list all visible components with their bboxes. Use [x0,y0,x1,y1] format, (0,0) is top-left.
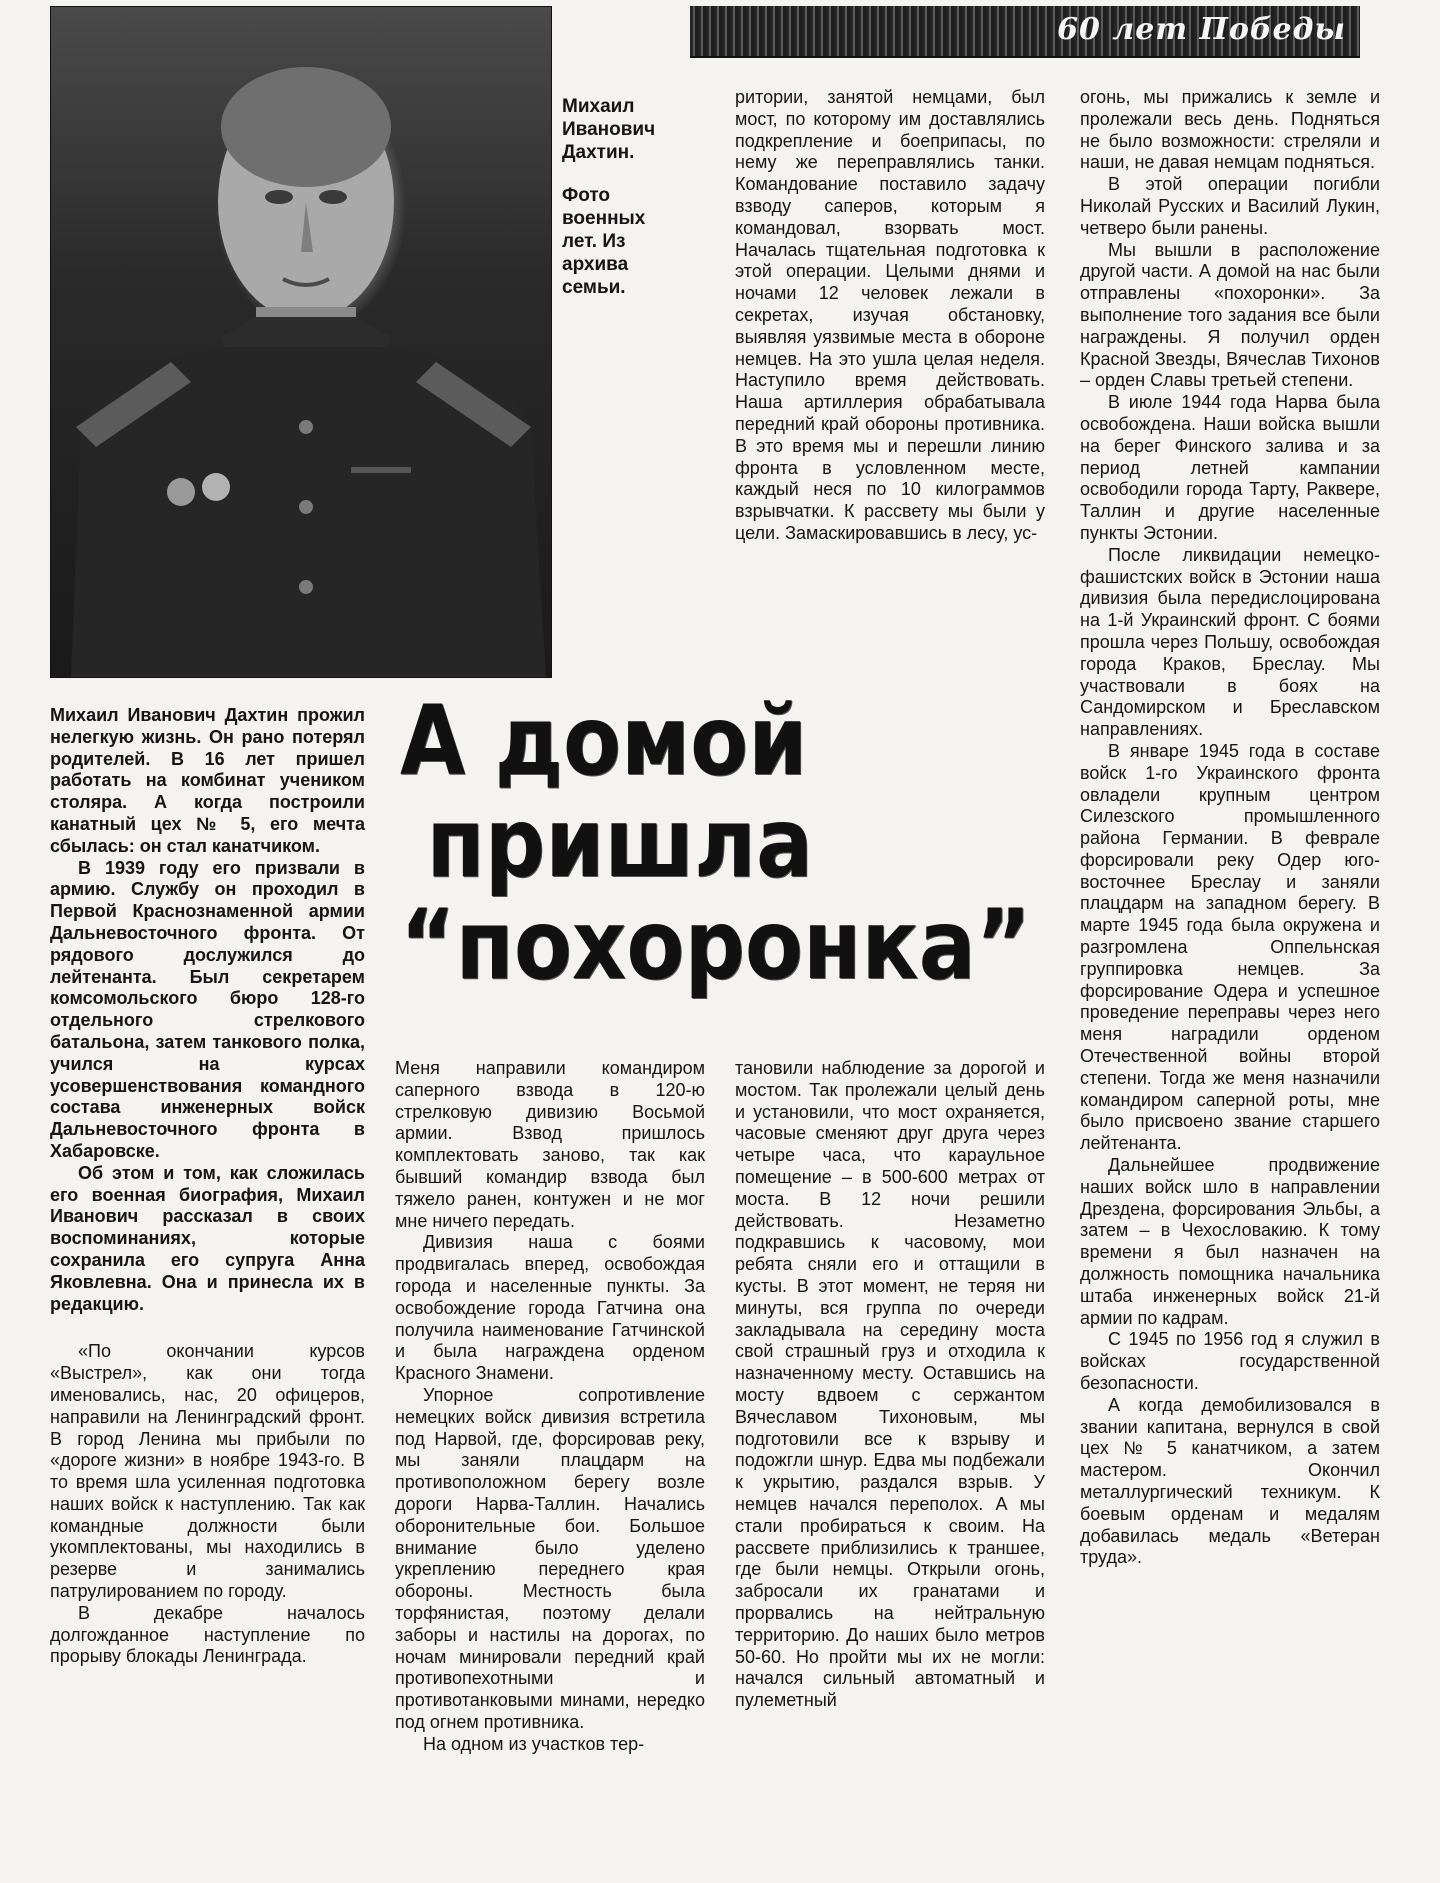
rubric-band [690,6,1360,58]
paragraph: На одном из участков тер- [423,1733,645,1754]
paragraph: Дальнейшее продвижение наших войск шло в направлении Дрездена, форсирования Эльбы, а затем – в Чехословакию. К тому времени я был назначен на должность помощника начальника штаба инженерных войск 21-й армии по кадрам. [1080,1155,1380,1328]
paragraph: «По окончании курсов «Выстрел», как они тогда именовались, нас, 20 офицеров, направили на Ленинградский фронт. В город Ленина мы прибыли по «дороге жизни» в ноябре 1943-го. В то время шла усиленная подготовка наших войск к наступлению. Так как командные должности были укомплектованы, мы находились в резерве и занимались патрулированием по городу. [50,1341,365,1602]
column-4 [1080,87,1380,1569]
column-3-top [735,87,1045,545]
intro-paragraph: Михаил Иванович Дахтин прожил нелегкую жизнь. Он рано потерял родителей. В 16 лет пришел работать на комбинат учеником столяра. А когда построили канатный цех № 5, его мечта сбылась: он стал канатчиком. [50,705,365,856]
intro-paragraph: Об этом и том, как сложилась его военная биография, Михаил Иванович рассказал в своих воспоминаниях, которые сохранила его супруга Анна Яковлевна. Она и принесла их в редакцию. [50,1162,365,1314]
column-1 [50,705,365,1668]
headline-line: пришла [426,787,814,899]
headline-line: “похоронка” [400,889,1032,1001]
intro-paragraph: В 1939 году его призвали в армию. Службу он проходил в Первой Краснознаменной армии Дальневосточного фронта. От рядового дослужился до лейтенанта. Был секретарем комсомольского бюро 128-го отдельного стрелкового батальона, затем танкового полка, учился на курсах усовершенствования командного состава инженерных войск Дальневосточного фронта в Хабаровске. [50,857,365,1161]
portrait-illustration [51,7,551,677]
column-2 [395,1058,705,1756]
paragraph: В июле 1944 года Нарва была освобождена. Наши войска вышли на берег Финского залива и за период летней кампании освободили города Тарту, Раквере, Таллин и другие населенные пункты Эстонии. [1080,392,1380,543]
photo-caption [562,95,682,319]
paragraph: ритории, занятой немцами, был мост, по которому им доставлялись подкрепление и боеприпасы, по нему же переправлялись танки. Командование поставило задачу взводу саперов, которым я командовал, взорвать мост. Началась тщательная подготовка к этой операции. Целыми днями и ночами 12 человек лежали в секретах, изучая обстановку, выявляя уязвимые места в обороне немцев. На это ушла целая неделя. Наступило время действовать. Наша артиллерия обрабатывала передний край обороны противника. В это время мы и перешли линию фронта в условленном месте, каждый неся по 10 килограммов взрывчатки. К рассвету мы были у цели. Замаскировавшись в лесу, ус- [735,87,1045,543]
column-3-bottom [735,1058,1045,1712]
headline [400,685,1032,1001]
paragraph: огонь, мы прижались к земле и пролежали весь день. Подняться не было возможности: стреляли и наши, не давая немцам подняться. [1080,87,1380,173]
headline-line: А домой [400,685,808,797]
paragraph: С 1945 по 1956 год я служил в войсках государственной безопасности. [1080,1329,1380,1394]
paragraph: Мы вышли в расположение другой части. А домой на нас были отправлены «похоронки». За выполнение того задания все были награждены. Я получил орден Красной Звезды, Вячеслав Тихонов – орден Славы третьей степени. [1080,239,1380,391]
paragraph: В декабре началось долгожданное наступление по прорыву блокады Ленинграда. [50,1602,365,1667]
portrait-photo [50,6,552,678]
paragraph: Дивизия наша с боями продвигалась вперед, освобождая города и населенные пункты. За освобождение города Гатчина она получила наименование Гатчинской и была награждена орденом Красного Знамени. [395,1232,705,1384]
paragraph: тановили наблюдение за дорогой и мостом. Так пролежали целый день и установили, что мост охраняется, часовые сменяют друг друга через четыре часа, что караульное помещение – в 500-600 метрах от моста. В 12 ночи решили действовать. Незаметно подкравшись к часовому, мои ребята сняли его и оттащили в кусты. В этот момент, не теряя ни минуты, вся группа по очереди закладывала на середину моста свой страшный груз и отходила к назначенному месту. Оставшись на мосту вдвоем с сержантом Вячеславом Тихоновым, мы подготовили все к взрыву и подожгли шнур. Едва мы подбежали к укрытию, раздался взрыв. У немцев начался переполох. А мы стали пробираться к своим. На рассвете приблизились к траншее, где были немцы. Открыли огонь, забросали их гранатами и прорвались на нейтральную территорию. До наших было метров 50-60. Но пройти мы их не могли: начался сильный автоматный и пулеметный [735,1058,1045,1711]
caption-credit: Фото военных лет. Из архива семьи. [562,185,646,298]
paragraph: В этой операции погибли Николай Русских и Василий Лукин, четверо были ранены. [1080,174,1380,238]
caption-name: Михаил Иванович Дахтин. [562,96,656,163]
intro-lead [50,705,365,1315]
paragraph: В январе 1945 года в составе войск 1-го Украинского фронта овладели крупным центром Силезского промышленного района Германии. В феврале форсировали реку Одер юго-восточнее Бреслау и заняли плацдарм на западном берегу. В марте 1945 года была окружена и разгромлена Оппельнская группировка немцев. За форсирование Одера и успешное проведение переправы через него меня наградили орденом Отечественной войны второй степени. Тогда же меня назначили командиром саперной роты, мне было присвоено звание старшего лейтенанта. [1080,740,1380,1154]
paragraph: Упорное сопротивление немецких войск дивизия встретила под Нарвой, где, форсировав реку, мы заняли плацдарм на противоположном берегу возле дороги Нарва-Таллин. Начались оборонительные бои. Большое внимание было уделено укреплению переднего края обороны. Местность была торфянистая, поэтому делали заборы и настилы на дорогах, по ночам минировали передний край противопехотными и противотанковыми минами, нередко под огнем противника. [395,1384,705,1732]
rubric-title: 60 лет Победы [1057,12,1346,47]
paragraph: Меня направили командиром саперного взвода в 120-ю стрелковую дивизию Восьмой армии. Взвод пришлось комплектовать заново, так как бывший командир взвода был тяжело ранен, контужен и не мог мне ничего передать. [395,1058,705,1231]
paragraph: После ликвидации немецко-фашистских войск в Эстонии наша дивизия была передислоцирована на 1-й Украинский фронт. С боями прошла через Польшу, освобождая города Краков, Бреслау. Мы участвовали в боях на Сандомирском и Бреславском направлениях. [1080,544,1380,740]
paragraph: А когда демобилизовался в звании капитана, вернулся в свой цех № 5 канатчиком, а затем мастером. Окончил металлургический техникум. К боевым орденам и медалям добавилась медаль «Ветеран труда». [1080,1394,1380,1568]
